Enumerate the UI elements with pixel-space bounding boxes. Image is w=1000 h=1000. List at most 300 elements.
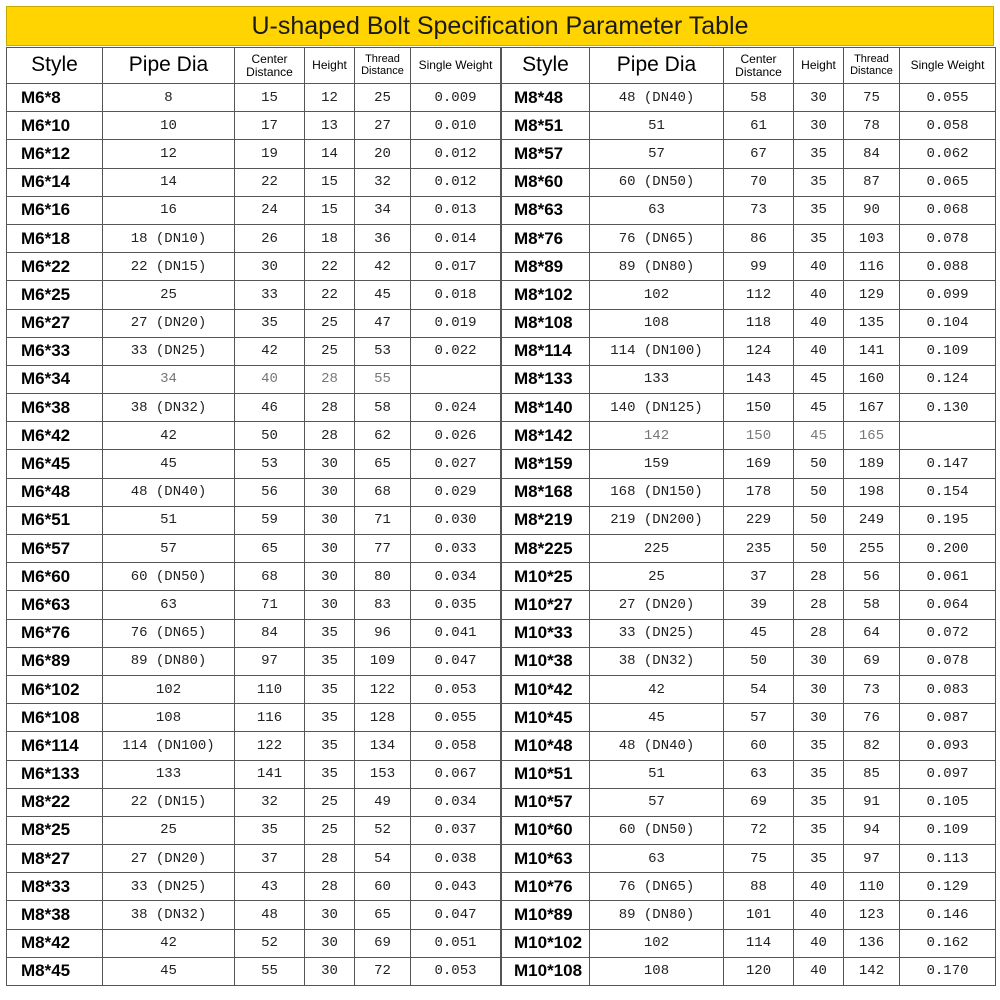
cell-center-distance: 19 [235, 140, 305, 168]
cell-style: M6*45 [7, 450, 103, 478]
cell-thread-distance: 82 [844, 732, 900, 760]
cell-style: M8*133 [502, 365, 590, 393]
cell-pipe-dia: 45 [103, 957, 235, 985]
cell-height: 28 [794, 619, 844, 647]
cell-single-weight: 0.029 [411, 478, 501, 506]
cell-center-distance: 55 [235, 957, 305, 985]
cell-style: M6*57 [7, 535, 103, 563]
cell-center-distance: 71 [235, 591, 305, 619]
cell-pipe-dia: 27 (DN20) [590, 591, 724, 619]
cell-center-distance: 65 [235, 535, 305, 563]
cell-style: M10*102 [502, 929, 590, 957]
cell-height: 22 [305, 253, 355, 281]
cell-center-distance: 150 [724, 422, 794, 450]
cell-pipe-dia: 108 [590, 309, 724, 337]
cell-center-distance: 37 [235, 845, 305, 873]
table-row [7, 365, 501, 393]
cell-single-weight: 0.051 [411, 929, 501, 957]
cell-pipe-dia: 89 (DN80) [590, 253, 724, 281]
cell-style: M10*60 [502, 816, 590, 844]
cell-height: 35 [305, 619, 355, 647]
cell-center-distance: 53 [235, 450, 305, 478]
table-row [7, 196, 501, 224]
cell-height: 35 [794, 845, 844, 873]
cell-height: 28 [794, 563, 844, 591]
cell-height: 40 [794, 957, 844, 985]
table-row [502, 816, 996, 844]
cell-height: 35 [794, 140, 844, 168]
table-row [7, 901, 501, 929]
cell-single-weight: 0.062 [900, 140, 996, 168]
cell-style: M10*42 [502, 675, 590, 703]
cell-single-weight: 0.047 [411, 901, 501, 929]
header-style: Style [502, 48, 590, 84]
cell-height: 35 [794, 732, 844, 760]
table-row [7, 760, 501, 788]
cell-pipe-dia: 14 [103, 168, 235, 196]
cell-thread-distance: 153 [355, 760, 411, 788]
table-row [7, 563, 501, 591]
cell-height: 35 [305, 704, 355, 732]
cell-height: 30 [305, 563, 355, 591]
cell-single-weight: 0.104 [900, 309, 996, 337]
cell-single-weight: 0.012 [411, 140, 501, 168]
cell-thread-distance: 71 [355, 506, 411, 534]
cell-single-weight: 0.162 [900, 929, 996, 957]
cell-pipe-dia: 48 (DN40) [590, 732, 724, 760]
table-row [502, 224, 996, 252]
cell-thread-distance: 36 [355, 224, 411, 252]
cell-single-weight: 0.035 [411, 591, 501, 619]
cell-pipe-dia: 45 [103, 450, 235, 478]
cell-pipe-dia: 22 (DN15) [103, 253, 235, 281]
table-row [502, 704, 996, 732]
cell-thread-distance: 135 [844, 309, 900, 337]
cell-thread-distance: 165 [844, 422, 900, 450]
cell-pipe-dia: 142 [590, 422, 724, 450]
table-row [502, 901, 996, 929]
cell-single-weight: 0.087 [900, 704, 996, 732]
cell-height: 50 [794, 478, 844, 506]
cell-single-weight: 0.147 [900, 450, 996, 478]
cell-thread-distance: 83 [355, 591, 411, 619]
cell-thread-distance: 45 [355, 281, 411, 309]
cell-pipe-dia: 219 (DN200) [590, 506, 724, 534]
cell-center-distance: 73 [724, 196, 794, 224]
header-thread-distance: Thread Distance [355, 48, 411, 84]
cell-pipe-dia: 140 (DN125) [590, 394, 724, 422]
cell-height: 40 [794, 873, 844, 901]
cell-height: 50 [794, 506, 844, 534]
table-row [502, 760, 996, 788]
cell-pipe-dia: 16 [103, 196, 235, 224]
cell-height: 40 [794, 253, 844, 281]
cell-thread-distance: 42 [355, 253, 411, 281]
cell-height: 30 [305, 450, 355, 478]
table-row [7, 845, 501, 873]
cell-style: M6*102 [7, 675, 103, 703]
cell-thread-distance: 142 [844, 957, 900, 985]
table-row [7, 224, 501, 252]
cell-pipe-dia: 57 [590, 788, 724, 816]
cell-style: M6*27 [7, 309, 103, 337]
cell-single-weight: 0.195 [900, 506, 996, 534]
cell-pipe-dia: 63 [590, 845, 724, 873]
cell-single-weight: 0.083 [900, 675, 996, 703]
cell-thread-distance: 167 [844, 394, 900, 422]
cell-style: M10*108 [502, 957, 590, 985]
cell-pipe-dia: 25 [103, 816, 235, 844]
table-row [7, 140, 501, 168]
cell-pipe-dia: 102 [103, 675, 235, 703]
cell-height: 30 [305, 929, 355, 957]
table-row [502, 309, 996, 337]
spec-tables [6, 47, 994, 986]
cell-center-distance: 110 [235, 675, 305, 703]
cell-height: 40 [794, 309, 844, 337]
table-row [7, 281, 501, 309]
cell-height: 25 [305, 788, 355, 816]
cell-height: 13 [305, 112, 355, 140]
cell-single-weight: 0.055 [900, 84, 996, 112]
cell-single-weight: 0.109 [900, 337, 996, 365]
cell-style: M8*57 [502, 140, 590, 168]
table-row [502, 140, 996, 168]
table-row [7, 112, 501, 140]
cell-center-distance: 61 [724, 112, 794, 140]
cell-single-weight: 0.072 [900, 619, 996, 647]
cell-thread-distance: 109 [355, 647, 411, 675]
cell-single-weight: 0.024 [411, 394, 501, 422]
cell-height: 40 [794, 337, 844, 365]
cell-height: 45 [794, 365, 844, 393]
cell-thread-distance: 77 [355, 535, 411, 563]
cell-height: 35 [794, 168, 844, 196]
header-center-distance: Center Distance [235, 48, 305, 84]
table-row [7, 675, 501, 703]
cell-pipe-dia: 57 [103, 535, 235, 563]
cell-thread-distance: 129 [844, 281, 900, 309]
table-row [7, 929, 501, 957]
cell-height: 18 [305, 224, 355, 252]
cell-height: 25 [305, 337, 355, 365]
cell-center-distance: 50 [724, 647, 794, 675]
cell-single-weight: 0.078 [900, 224, 996, 252]
cell-pipe-dia: 102 [590, 929, 724, 957]
cell-center-distance: 50 [235, 422, 305, 450]
cell-style: M8*114 [502, 337, 590, 365]
cell-center-distance: 75 [724, 845, 794, 873]
cell-height: 28 [305, 422, 355, 450]
cell-style: M8*60 [502, 168, 590, 196]
cell-style: M8*48 [502, 84, 590, 112]
table-row [502, 873, 996, 901]
cell-center-distance: 35 [235, 816, 305, 844]
cell-height: 28 [305, 365, 355, 393]
header-row [7, 48, 501, 84]
table-title: U-shaped Bolt Specification Parameter Table [6, 6, 994, 46]
table-row [502, 957, 996, 985]
cell-pipe-dia: 60 (DN50) [103, 563, 235, 591]
cell-thread-distance: 25 [355, 84, 411, 112]
cell-style: M8*22 [7, 788, 103, 816]
cell-thread-distance: 141 [844, 337, 900, 365]
cell-thread-distance: 47 [355, 309, 411, 337]
cell-pipe-dia: 48 (DN40) [103, 478, 235, 506]
cell-height: 35 [794, 196, 844, 224]
cell-pipe-dia: 25 [590, 563, 724, 591]
cell-thread-distance: 62 [355, 422, 411, 450]
cell-center-distance: 45 [724, 619, 794, 647]
cell-height: 35 [305, 760, 355, 788]
cell-thread-distance: 96 [355, 619, 411, 647]
cell-center-distance: 56 [235, 478, 305, 506]
cell-style: M8*38 [7, 901, 103, 929]
cell-single-weight: 0.038 [411, 845, 501, 873]
cell-single-weight: 0.109 [900, 816, 996, 844]
cell-thread-distance: 49 [355, 788, 411, 816]
cell-thread-distance: 76 [844, 704, 900, 732]
cell-thread-distance: 160 [844, 365, 900, 393]
cell-height: 45 [794, 394, 844, 422]
table-row [502, 591, 996, 619]
header-height: Height [305, 48, 355, 84]
cell-thread-distance: 55 [355, 365, 411, 393]
cell-single-weight: 0.124 [900, 365, 996, 393]
table-row [502, 422, 996, 450]
cell-single-weight: 0.034 [411, 788, 501, 816]
cell-single-weight: 0.088 [900, 253, 996, 281]
cell-style: M10*63 [502, 845, 590, 873]
cell-style: M8*225 [502, 535, 590, 563]
cell-style: M6*12 [7, 140, 103, 168]
table-row [7, 704, 501, 732]
cell-pipe-dia: 34 [103, 365, 235, 393]
cell-style: M6*10 [7, 112, 103, 140]
cell-single-weight: 0.093 [900, 732, 996, 760]
table-row [502, 112, 996, 140]
cell-pipe-dia: 38 (DN32) [103, 394, 235, 422]
cell-pipe-dia: 10 [103, 112, 235, 140]
table-row [7, 816, 501, 844]
cell-style: M10*48 [502, 732, 590, 760]
cell-thread-distance: 60 [355, 873, 411, 901]
cell-thread-distance: 91 [844, 788, 900, 816]
table-row [502, 619, 996, 647]
cell-center-distance: 15 [235, 84, 305, 112]
cell-height: 45 [794, 422, 844, 450]
cell-single-weight: 0.014 [411, 224, 501, 252]
cell-style: M10*57 [502, 788, 590, 816]
table-row [7, 535, 501, 563]
table-row [502, 281, 996, 309]
cell-pipe-dia: 27 (DN20) [103, 845, 235, 873]
table-row [502, 845, 996, 873]
cell-single-weight: 0.043 [411, 873, 501, 901]
cell-single-weight: 0.010 [411, 112, 501, 140]
cell-pipe-dia: 18 (DN10) [103, 224, 235, 252]
cell-center-distance: 99 [724, 253, 794, 281]
cell-thread-distance: 72 [355, 957, 411, 985]
cell-center-distance: 143 [724, 365, 794, 393]
cell-pipe-dia: 159 [590, 450, 724, 478]
cell-pipe-dia: 114 (DN100) [103, 732, 235, 760]
cell-center-distance: 69 [724, 788, 794, 816]
cell-style: M6*14 [7, 168, 103, 196]
cell-thread-distance: 134 [355, 732, 411, 760]
cell-height: 28 [305, 845, 355, 873]
cell-center-distance: 33 [235, 281, 305, 309]
cell-style: M8*27 [7, 845, 103, 873]
cell-style: M8*140 [502, 394, 590, 422]
cell-height: 50 [794, 450, 844, 478]
cell-center-distance: 48 [235, 901, 305, 929]
cell-style: M6*38 [7, 394, 103, 422]
table-row [502, 506, 996, 534]
cell-height: 35 [305, 675, 355, 703]
cell-pipe-dia: 42 [103, 422, 235, 450]
table-row [7, 591, 501, 619]
cell-height: 35 [305, 647, 355, 675]
cell-thread-distance: 90 [844, 196, 900, 224]
cell-pipe-dia: 27 (DN20) [103, 309, 235, 337]
cell-center-distance: 60 [724, 732, 794, 760]
cell-height: 35 [794, 788, 844, 816]
cell-style: M6*133 [7, 760, 103, 788]
cell-center-distance: 141 [235, 760, 305, 788]
cell-style: M10*27 [502, 591, 590, 619]
cell-center-distance: 17 [235, 112, 305, 140]
table-row [7, 732, 501, 760]
cell-pipe-dia: 133 [103, 760, 235, 788]
cell-thread-distance: 34 [355, 196, 411, 224]
cell-thread-distance: 58 [355, 394, 411, 422]
cell-single-weight: 0.030 [411, 506, 501, 534]
cell-center-distance: 37 [724, 563, 794, 591]
cell-single-weight: 0.033 [411, 535, 501, 563]
cell-style: M10*45 [502, 704, 590, 732]
cell-style: M8*45 [7, 957, 103, 985]
cell-height: 30 [305, 506, 355, 534]
cell-style: M6*18 [7, 224, 103, 252]
cell-thread-distance: 128 [355, 704, 411, 732]
cell-center-distance: 30 [235, 253, 305, 281]
cell-pipe-dia: 45 [590, 704, 724, 732]
cell-thread-distance: 123 [844, 901, 900, 929]
cell-style: M6*25 [7, 281, 103, 309]
cell-center-distance: 22 [235, 168, 305, 196]
cell-thread-distance: 64 [844, 619, 900, 647]
cell-thread-distance: 65 [355, 901, 411, 929]
table-row [7, 450, 501, 478]
cell-style: M6*34 [7, 365, 103, 393]
cell-style: M8*108 [502, 309, 590, 337]
table-row [7, 337, 501, 365]
cell-style: M6*76 [7, 619, 103, 647]
cell-center-distance: 114 [724, 929, 794, 957]
cell-thread-distance: 136 [844, 929, 900, 957]
cell-single-weight: 0.034 [411, 563, 501, 591]
cell-style: M8*76 [502, 224, 590, 252]
table-row [7, 788, 501, 816]
cell-height: 30 [794, 704, 844, 732]
header-pipe-dia: Pipe Dia [103, 48, 235, 84]
cell-height: 22 [305, 281, 355, 309]
cell-center-distance: 52 [235, 929, 305, 957]
cell-height: 15 [305, 196, 355, 224]
table-row [7, 647, 501, 675]
cell-single-weight: 0.113 [900, 845, 996, 873]
cell-style: M6*51 [7, 506, 103, 534]
cell-style: M8*25 [7, 816, 103, 844]
cell-center-distance: 118 [724, 309, 794, 337]
cell-single-weight: 0.130 [900, 394, 996, 422]
cell-height: 30 [305, 591, 355, 619]
cell-center-distance: 57 [724, 704, 794, 732]
cell-single-weight: 0.009 [411, 84, 501, 112]
spec-table-left [6, 47, 501, 986]
table-row [7, 506, 501, 534]
cell-single-weight: 0.099 [900, 281, 996, 309]
table-row [502, 168, 996, 196]
cell-height: 35 [794, 224, 844, 252]
cell-style: M10*25 [502, 563, 590, 591]
cell-single-weight: 0.058 [900, 112, 996, 140]
cell-single-weight: 0.105 [900, 788, 996, 816]
cell-single-weight: 0.047 [411, 647, 501, 675]
cell-pipe-dia: 8 [103, 84, 235, 112]
cell-pipe-dia: 63 [103, 591, 235, 619]
cell-single-weight: 0.053 [411, 957, 501, 985]
table-row [7, 478, 501, 506]
table-row [502, 788, 996, 816]
cell-thread-distance: 110 [844, 873, 900, 901]
cell-height: 30 [305, 478, 355, 506]
cell-center-distance: 67 [724, 140, 794, 168]
header-style: Style [7, 48, 103, 84]
cell-center-distance: 54 [724, 675, 794, 703]
cell-height: 40 [794, 281, 844, 309]
cell-style: M8*33 [7, 873, 103, 901]
cell-style: M8*159 [502, 450, 590, 478]
cell-center-distance: 32 [235, 788, 305, 816]
cell-thread-distance: 78 [844, 112, 900, 140]
table-row [7, 394, 501, 422]
header-row [502, 48, 996, 84]
cell-style: M6*63 [7, 591, 103, 619]
cell-center-distance: 59 [235, 506, 305, 534]
cell-single-weight: 0.154 [900, 478, 996, 506]
cell-style: M8*42 [7, 929, 103, 957]
table-row [7, 873, 501, 901]
cell-single-weight: 0.026 [411, 422, 501, 450]
cell-center-distance: 40 [235, 365, 305, 393]
cell-center-distance: 124 [724, 337, 794, 365]
cell-single-weight: 0.061 [900, 563, 996, 591]
cell-center-distance: 122 [235, 732, 305, 760]
table-row [502, 450, 996, 478]
cell-style: M6*108 [7, 704, 103, 732]
cell-single-weight: 0.053 [411, 675, 501, 703]
cell-pipe-dia: 76 (DN65) [590, 873, 724, 901]
cell-center-distance: 150 [724, 394, 794, 422]
cell-center-distance: 229 [724, 506, 794, 534]
cell-height: 30 [794, 84, 844, 112]
cell-height: 12 [305, 84, 355, 112]
cell-height: 28 [305, 873, 355, 901]
cell-pipe-dia: 108 [103, 704, 235, 732]
cell-height: 30 [794, 112, 844, 140]
